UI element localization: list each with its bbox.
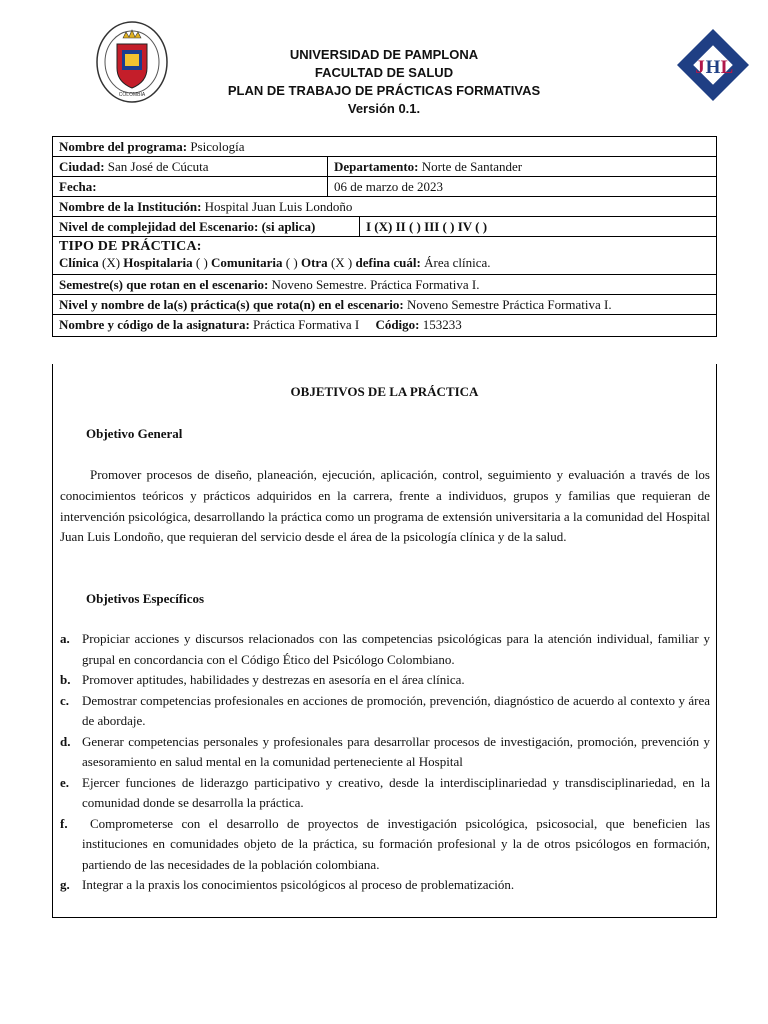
- info-table: [52, 136, 717, 337]
- tipo-options: [59, 255, 710, 271]
- tipo-com-value: ( ): [285, 255, 298, 270]
- row-ciudad: [53, 157, 717, 177]
- university-seal-logo: [95, 20, 169, 104]
- semestre-label: Semestre(s) que rotan en el escenario:: [59, 277, 269, 292]
- fecha-value: 06 de marzo de 2023: [334, 179, 444, 194]
- logo-letter-j: J: [695, 57, 705, 78]
- tipo-hosp-label: Hospitalaria: [123, 255, 193, 270]
- nivel-label: Nivel de complejidad del Escenario: (si aplica): [59, 219, 316, 234]
- logo-letter-h: H: [705, 57, 721, 78]
- tipo-otra-label: Otra: [300, 255, 328, 270]
- row-nivel: [53, 217, 717, 237]
- tipo-hosp-value: ( ): [195, 255, 208, 270]
- list-item: [60, 691, 710, 732]
- objetivos-especificos-list: [60, 629, 710, 896]
- item-letter: g.: [60, 877, 70, 892]
- header-faculty: FACULTAD DE SALUD: [314, 65, 454, 80]
- header-university: UNIVERSIDAD DE PAMPLONA: [289, 47, 479, 62]
- institucion-label: Nombre de la Institución:: [59, 199, 202, 214]
- nivel-nombre-value: Noveno Semestre Práctica Formativa I.: [406, 297, 612, 312]
- item-text: Propiciar acciones y discursos relacionados con las competencias psicológicas para la atención individual, familiar y grupal en concordancia con el Código Ético del Psicólogo Colombiano.: [82, 631, 710, 667]
- tipo-title: TIPO DE PRÁCTICA:: [59, 239, 202, 254]
- objetivos-especificos-title: Objetivos Específicos: [86, 591, 205, 606]
- objetivo-general-text: Promover procesos de diseño, planeación, ejecución, aplicación, control, seguimiento y evaluación a través de los conocimientos teóricos y prácticos adquiridos en la carrera, frente a individuos, grupos y familias que requieran de intervención psicológica, desarrollando la práctica como un programa de extensión universitaria a la comunidad del Hospital Juan Luis Londoño, que requieran del servicio desde el área de la psicología clínica y de la salud.: [60, 467, 710, 545]
- row-programa: [53, 137, 717, 157]
- objetivos-section: [52, 364, 717, 918]
- semestre-value: Noveno Semestre. Práctica Formativa I.: [271, 277, 480, 292]
- hospital-jhl-logo: [676, 28, 750, 102]
- document-header: [180, 46, 588, 118]
- item-text: Demostrar competencias profesionales en acciones de promoción, prevención, diagnóstico de acuerdo al contexto y área de abordaje.: [82, 692, 710, 728]
- logo-letter-l: L: [720, 57, 734, 78]
- departamento-label: Departamento:: [334, 159, 419, 174]
- item-letter: f.: [60, 815, 68, 831]
- codigo-value: 153233: [422, 317, 462, 332]
- row-semestre: [53, 275, 717, 295]
- item-text: Generar competencias personales y profesionales para desarrollar procesos de investigación, promoción, prevención y asesoramiento en salud mental en la comunidad perteneciente al Hospital: [82, 733, 710, 769]
- nivel-nombre-label: Nivel y nombre de la(s) práctica(s) que rota(n) en el escenario:: [59, 297, 404, 312]
- header-plan-title: PLAN DE TRABAJO DE PRÁCTICAS FORMATIVAS: [227, 83, 541, 98]
- list-item: [60, 732, 710, 773]
- item-text: Comprometerse con el desarrollo de proyectos de investigación psicológica, psicosocial, que beneficien las instituciones en comunidades objeto de la práctica, su formación profesional y la de otros psicólogos en formación, partiendo de las necesidades de la población colombiana.: [82, 815, 710, 872]
- row-nivel-nombre: [53, 295, 717, 315]
- tipo-defina-value: Área clínica.: [424, 255, 491, 270]
- item-text: Promover aptitudes, habilidades y destrezas en asesoría en el área clínica.: [82, 672, 465, 687]
- tipo-clinica-label: Clínica: [59, 255, 99, 270]
- tipo-otra-value: (X ): [330, 255, 353, 270]
- item-letter: a.: [60, 631, 70, 646]
- row-asignatura: [53, 315, 717, 337]
- asignatura-value: Práctica Formativa I: [253, 317, 360, 332]
- list-item: [60, 629, 710, 670]
- programa-label: Nombre del programa:: [59, 139, 188, 154]
- list-item: [60, 814, 710, 876]
- list-item: [60, 773, 710, 814]
- objetivo-general-title: Objetivo General: [86, 426, 183, 441]
- tipo-clinica-value: (X): [101, 255, 121, 270]
- nivel-value: I (X) II ( ) III ( ) IV ( ): [366, 219, 488, 234]
- fecha-label: Fecha:: [59, 179, 97, 194]
- tipo-defina-label: defina cuál:: [355, 255, 421, 270]
- codigo-label: Código:: [375, 317, 420, 332]
- asignatura-label: Nombre y código de la asignatura:: [59, 317, 250, 332]
- list-item: [60, 875, 710, 896]
- tipo-com-label: Comunitaria: [211, 255, 283, 270]
- ciudad-value: San José de Cúcuta: [107, 159, 209, 174]
- item-letter: d.: [60, 733, 71, 749]
- item-letter: b.: [60, 672, 71, 687]
- seal-bottom-text: COLOMBIA: [118, 92, 146, 98]
- item-letter: c.: [60, 692, 70, 708]
- item-text: Integrar a la praxis los conocimientos psicológicos al proceso de problematización.: [82, 877, 515, 892]
- departamento-value: Norte de Santander: [421, 159, 523, 174]
- list-item: [60, 670, 710, 691]
- institucion-value: Hospital Juan Luis Londoño: [204, 199, 353, 214]
- header-version: Versión 0.1.: [347, 101, 421, 116]
- objetivos-title: OBJETIVOS DE LA PRÁCTICA: [290, 384, 479, 399]
- ciudad-label: Ciudad:: [59, 159, 105, 174]
- row-institucion: [53, 197, 717, 217]
- row-fecha: [53, 177, 717, 197]
- programa-value: Psicología: [190, 139, 245, 154]
- row-tipo: [53, 237, 717, 275]
- item-letter: e.: [60, 774, 70, 790]
- item-text: Ejercer funciones de liderazgo participativo y creativo, desde la interdisciplinariedad y transdisciplinariedad, en la comunidad donde se desarrolla la práctica.: [82, 774, 710, 810]
